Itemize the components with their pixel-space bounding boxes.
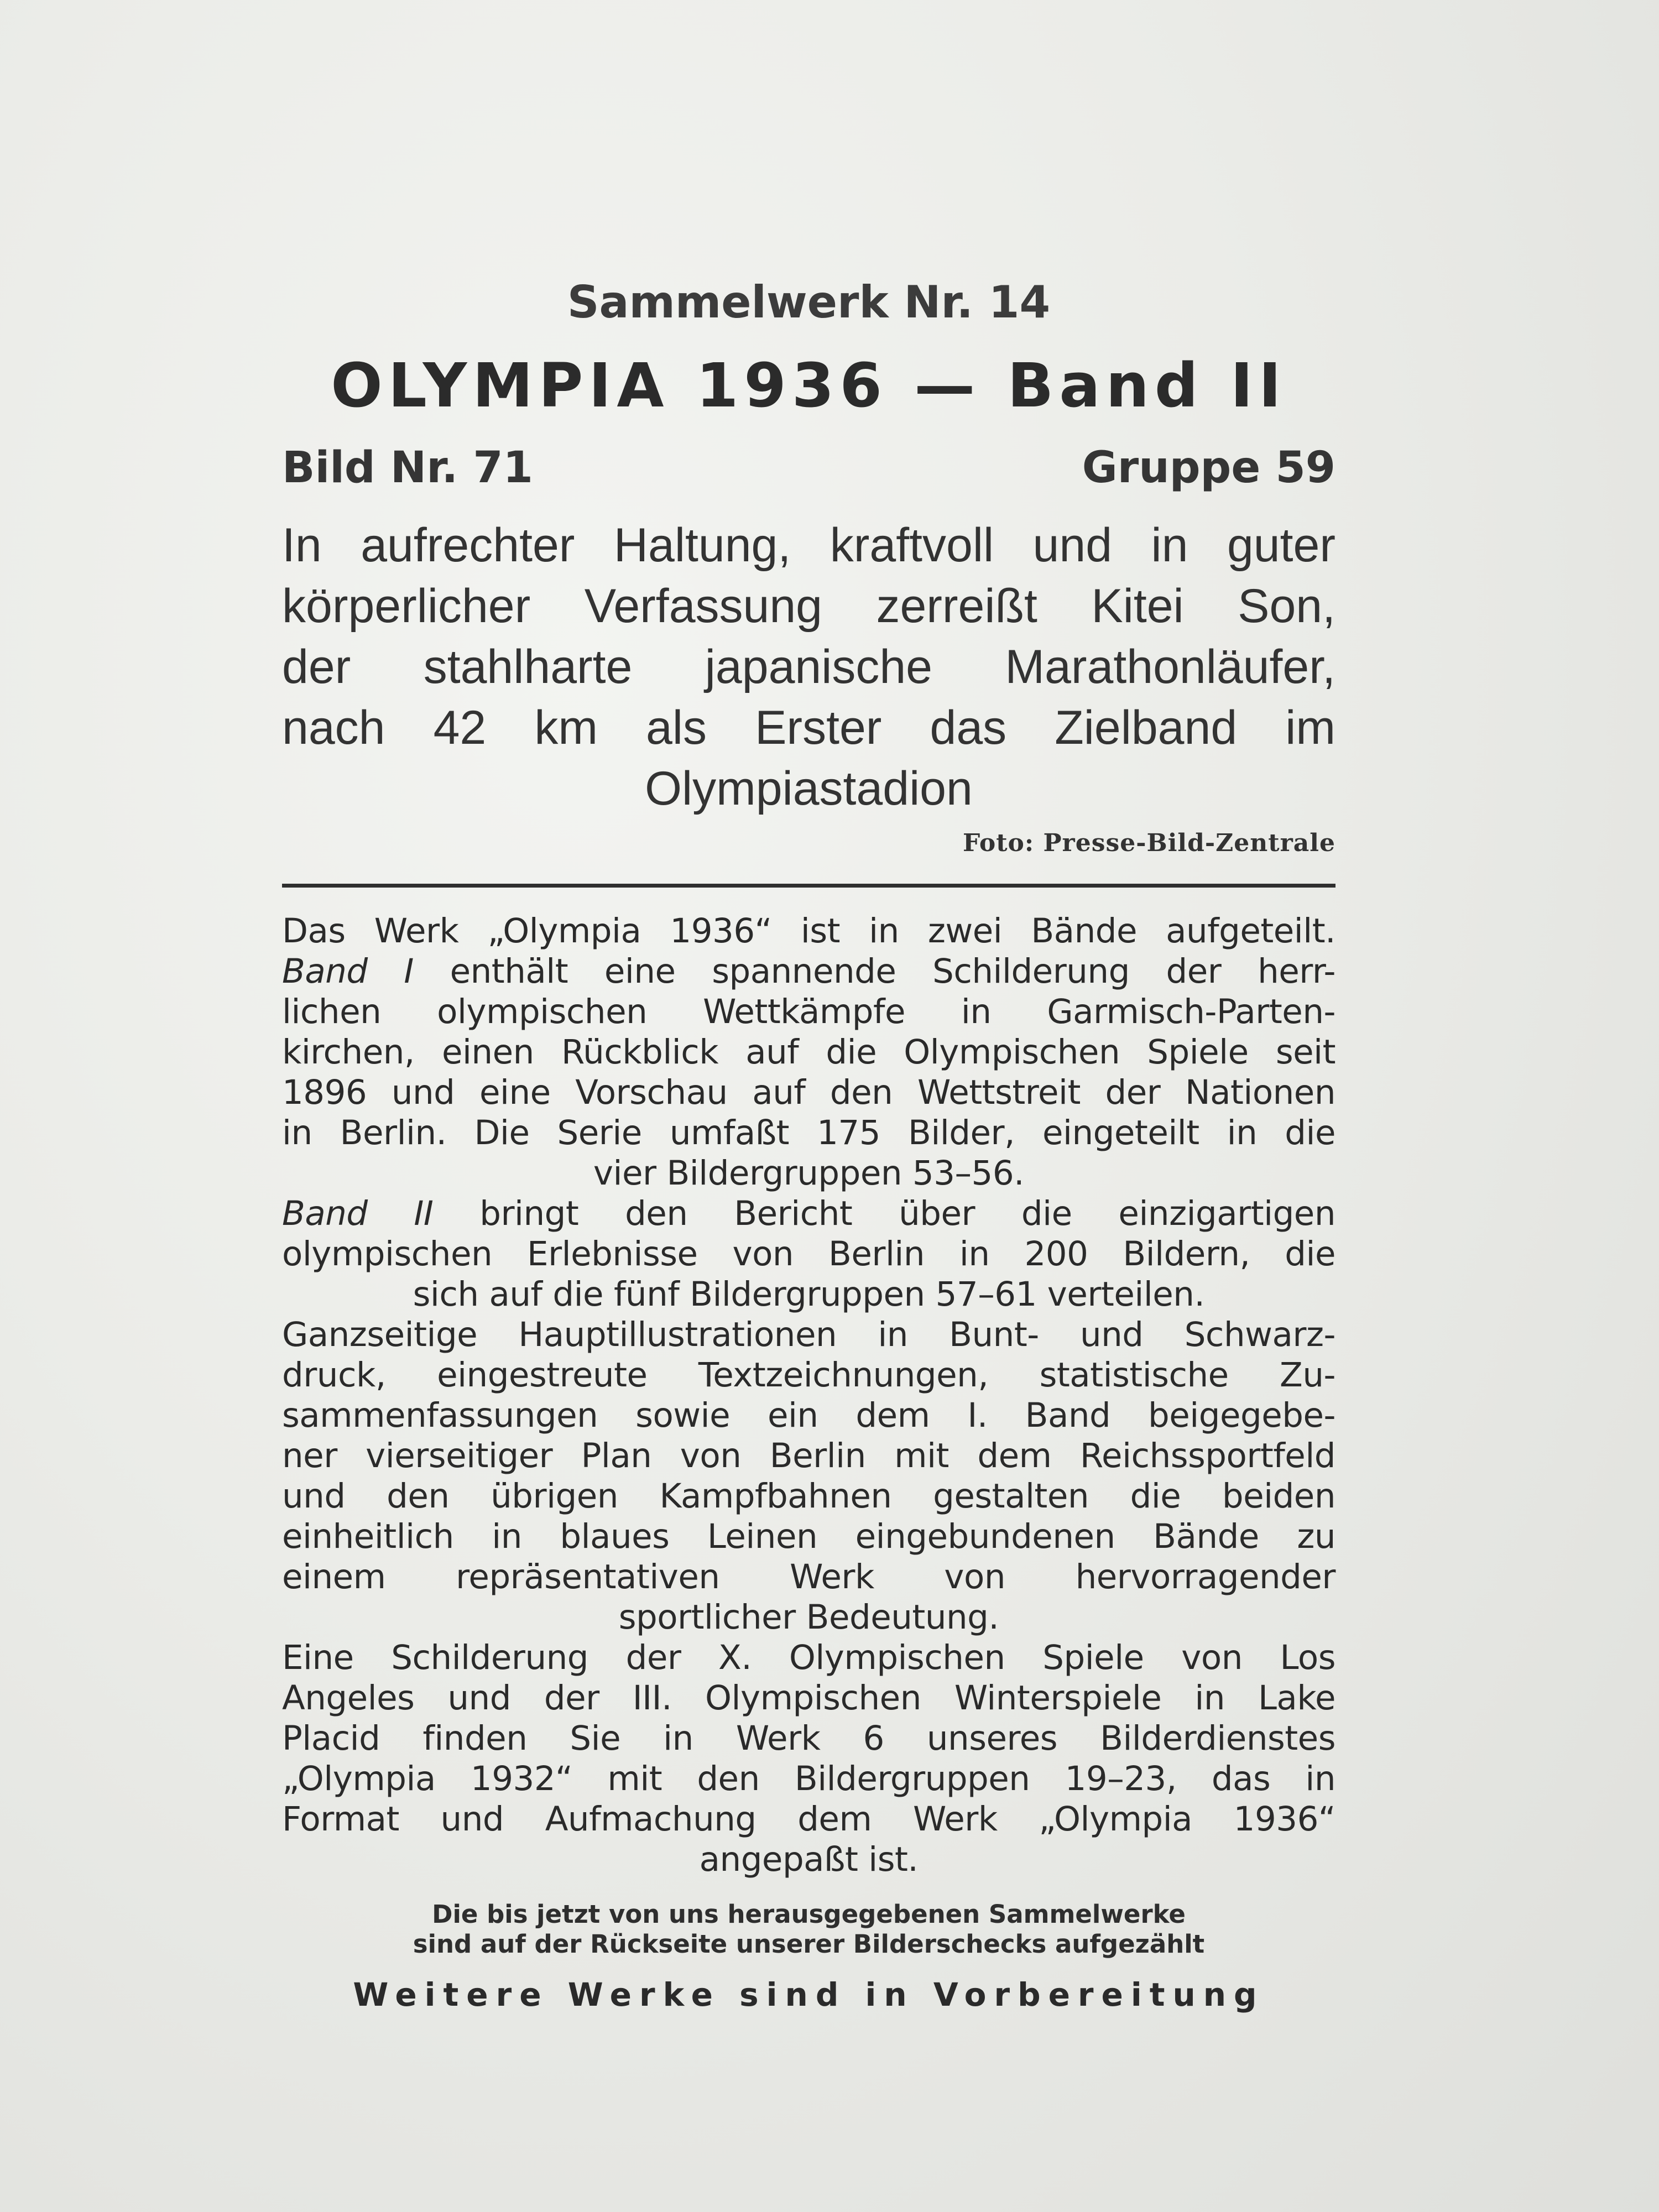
body-line: Ganzseitige Hauptillustrationen in Bunt- und Schwarz- (282, 1315, 1335, 1354)
band-label: Band II (282, 1194, 434, 1233)
page-title: OLYMPIA 1936 — Band II (331, 350, 1287, 421)
body-line: olympischen Erlebnisse von Berlin in 200 Bildern, die (282, 1234, 1335, 1274)
body-line: Das Werk „Olympia 1936“ ist in zwei Bände aufgeteilt. (282, 911, 1335, 951)
body-line: Angeles und der III. Olympischen Winterspiele in Lake (282, 1678, 1335, 1718)
body-line: Placid finden Sie in Werk 6 unseres Bilderdienstes (282, 1719, 1335, 1758)
body-line: einem repräsentativen Werk von hervorragender (282, 1557, 1335, 1597)
photo-caption (282, 515, 1335, 819)
body-line: Eine Schilderung der X. Olympischen Spiele von Los (282, 1638, 1335, 1677)
body-line: sportlicher Bedeutung. (618, 1598, 999, 1637)
band-label: Band I (282, 952, 414, 991)
body-line: angepaßt ist. (699, 1840, 919, 1879)
body-line: druck, eingestreute Textzeichnungen, statistische Zu- (282, 1355, 1335, 1395)
body-line-text: enthält eine spannende Schilderung der herr- (450, 952, 1336, 991)
body-line: lichen olympischen Wettkämpfe in Garmisch-Parten- (282, 992, 1335, 1031)
body-line (282, 1193, 1335, 1234)
footer-announcement: Weitere Werke sind in Vorbereitung (353, 1976, 1265, 2013)
caption-line: In aufrechter Haltung, kraftvoll und in guter (282, 519, 1335, 572)
body-line: sammenfassungen sowie ein dem I. Band beigegebe- (282, 1396, 1335, 1435)
body-line-text: bringt den Bericht über die einzigartigen (479, 1194, 1335, 1233)
body-line: kirchen, einen Rückblick auf die Olympischen Spiele seit (282, 1032, 1335, 1072)
body-line (282, 951, 1335, 992)
body-line: ner vierseitiger Plan von Berlin mit dem Reichssportfeld (282, 1436, 1335, 1475)
footer-note-line: sind auf der Rückseite unserer Bilderschecks aufgezählt (413, 1929, 1205, 1959)
body-line: einheitlich in blaues Leinen eingebundenen Bände zu (282, 1517, 1335, 1556)
footer-note-line: Die bis jetzt von uns herausgegebenen Sammelwerke (432, 1900, 1186, 1929)
body-line: „Olympia 1932“ mit den Bildergruppen 19–23, das in (282, 1759, 1335, 1798)
caption-line: nach 42 km als Erster das Zielband im (282, 701, 1335, 754)
body-line: Format und Aufmachung dem Werk „Olympia 1936“ (282, 1799, 1335, 1839)
group-number: Gruppe 59 (1082, 443, 1335, 493)
photo-credit: Foto: Presse-Bild-Zentrale (963, 829, 1335, 857)
caption-line: Olympiastadion (645, 762, 973, 815)
body-line: 1896 und eine Vorschau auf den Wettstreit der Nationen (282, 1073, 1335, 1112)
body-line: und den übrigen Kampfbahnen gestalten die beiden (282, 1477, 1335, 1516)
picture-number: Bild Nr. 71 (282, 443, 533, 493)
description-text (282, 911, 1335, 1880)
body-line: sich auf die fünf Bildergruppen 57–61 verteilen. (413, 1275, 1205, 1314)
divider (282, 884, 1335, 888)
card-back (282, 276, 1335, 2013)
meta-row (282, 443, 1335, 493)
series-number: Sammelwerk Nr. 14 (567, 276, 1051, 328)
body-line: vier Bildergruppen 53–56. (593, 1154, 1025, 1193)
body-line: in Berlin. Die Serie umfaßt 175 Bilder, eingeteilt in die (282, 1113, 1335, 1152)
footer-note (282, 1900, 1335, 1959)
caption-line: körperlicher Verfassung zerreißt Kitei Son, (282, 580, 1335, 633)
caption-line: der stahlharte japanische Marathonläufer, (282, 640, 1335, 693)
